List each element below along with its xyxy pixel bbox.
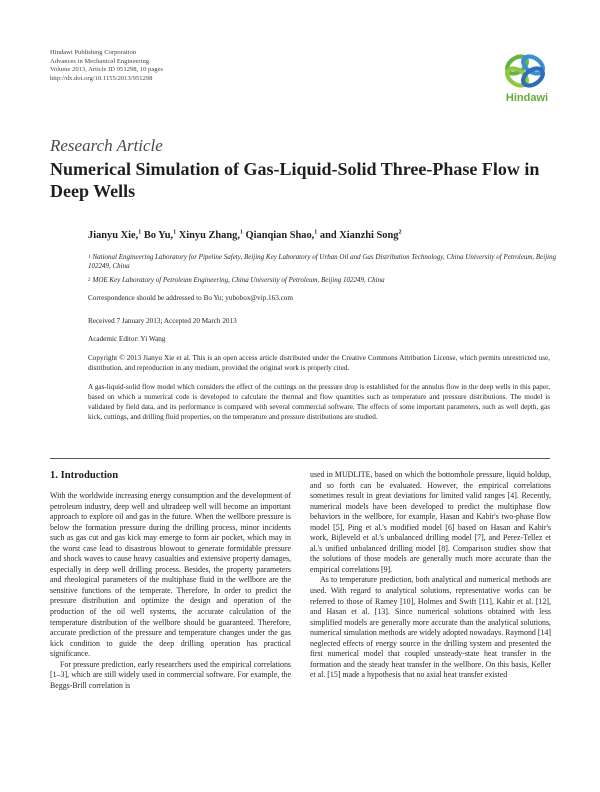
paper-title: Numerical Simulation of Gas-Liquid-Solid Three-Phase Flow in Deep Wells	[50, 159, 540, 201]
author: Jianyu Xie,$^1$	[88, 230, 142, 242]
hindawi-wordmark: Hindawi	[505, 92, 549, 104]
doi-link[interactable]: http://dx.doi.org/10.1155/2013/951298	[50, 74, 153, 82]
volume-info: Volume 2013, Article ID 951298, 10 pages	[50, 66, 164, 74]
publisher-line: Hindawi Publishing Corporation	[50, 49, 137, 56]
abstract: A gas-liquid-solid flow model which considers the effect of the cuttings on the pressure drop is established for the annulus flow in the deep wells in this paper, based on which a numerical code is developed to calculate the thermal and flow quantities such as temperature and pressure distributions. The model is validated by field data, and its performance is compared with several commercial software. The effects of some important parameters, such as well depth, gas kick, cuttings, and drilling fluid properties, on the temperature and pressure distributions are studied.	[88, 383, 550, 421]
received-dates: Received 7 January 2013; Accepted 20 March 2013	[88, 317, 237, 325]
author-list	[88, 230, 401, 241]
copyright-notice: Copyright © 2013 Jianyu Xie et al. This is an open access article distributed under the Creative Commons Attribution License, which permits unrestricted use, distribution, and reproduction in any medium, provided the original work is properly cited.	[88, 354, 550, 372]
divider	[50, 458, 550, 459]
journal-name: Advances in Mechanical Engineering	[50, 57, 150, 65]
affiliation: $^2$ MOE Key Laboratory of Petroleum Engineering, China University of Petroleum, Beijing 102249, China	[88, 276, 385, 284]
paragraph: used in MUDLITE, based on which the bottomhole pressure, liquid holdup, and so forth can be evaluated. However, the empirical correlations sometimes result in great deviations for limited valid ranges [4]. Recently, numerical models have been developed to predict the multiphase flow behaviors in the wellbore, for example, Hasan and Kabir's two-phase flow model [5], Ping et al.'s modified model [6] based on Hasan and Kabir's work, Bijleveld et al.'s unbalanced drilling model [7], and Perez-Tellez et al.'s unified unbalanced drilling model [8]. Comparison studies show that the solutions of those models are generally much more accurate than the empirical correlations [9].	[310, 470, 551, 574]
author: Bo Yu,$^1$	[143, 230, 177, 242]
body-column-left	[50, 491, 291, 691]
journal-header	[50, 49, 163, 83]
article-type: Research Article	[50, 136, 163, 155]
author: Qianqian Shao,$^1$	[245, 230, 318, 242]
author: and Xianzhi Song$^2$	[319, 230, 402, 242]
affiliation: $^1$ National Engineering Laboratory for Pipeline Safety, Beijing Key Laboratory of Urban Oil and Gas Distribution Technology, China University of Petroleum, Beijing 102249, China	[88, 253, 557, 270]
section-heading: 1. Introduction	[50, 470, 119, 481]
author: Xinyu Zhang,$^1$	[178, 230, 243, 242]
correspondence: Correspondence should be addressed to Bo Yu; yubobox@vip.163.com	[88, 294, 293, 302]
paragraph: With the worldwide increasing energy consumption and the development of petroleum industry, deep well and ultradeep well will become an important approach to explore oil and gas in the future. When the wellbore pressure is below the formation pressure during the drilling process, minor incidents such as gas cut and gas kick may emerge to form air pocket, which may in the worst case lead to disastrous blowout to generate formidable pressure and shock waves to cause heavy casualties and extensive property damages, especially in deep well drilling process. Besides, the property parameters and rheological parameters of the multiphase fluid in the wellbore are the sensitive functions of the temperate. Therefore, In order to predict the pressure distribution and optimize the design and operation of the production of the oil well systems, the accurate calculation of the temperature distribution of the wellbore should be guaranteed. Therefore, accurate prediction of the pressure and temperature changes under the gas kick condition to guide the deep drilling operation has practical significance.	[50, 491, 291, 659]
paragraph: For pressure prediction, early researchers used the empirical correlations [1–3], which are still widely used in commercial software. For example, the Beggs-Brill correlation is	[50, 659, 291, 690]
paragraph: As to temperature prediction, both analytical and numerical methods are used. With regard to analytical solutions, representative works can be referred to those of Ramey [10], Holmes and Swift [11], Kabir et al. [12], and Hasan et al. [13]. Since numerical solutions obtained with less simplified models are generally more accurate than the analytical solutions, numerical simulation methods are widely adopted nowadays. Raymond [14] neglected effects of energy source in the drilling system and presented the first numerical model that coupled unsteady-state heat transfer in the formation and the steady heat transfer in the wellbore. On this basis, Keller et al. [15] made a hypothesis that no axial heat transfer existed	[310, 575, 551, 680]
body-column-right	[310, 470, 551, 681]
academic-editor: Academic Editor: Yi Wang	[88, 335, 166, 343]
